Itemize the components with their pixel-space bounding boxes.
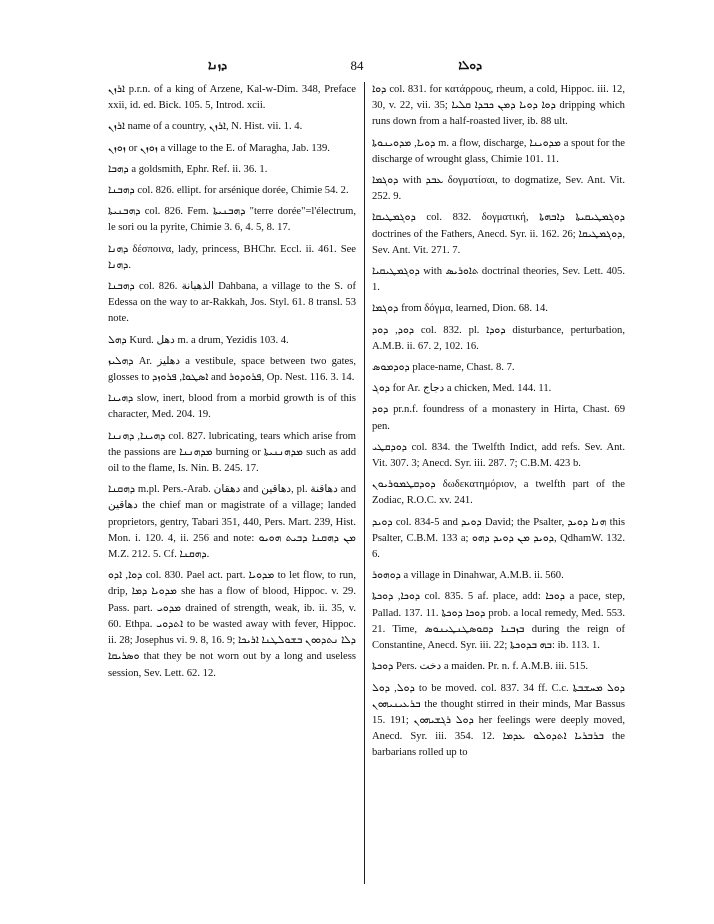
dictionary-entry: ܕܗܝܢܐ slow, inert, blood from a morbid growth is of this character, Med. 204. 19. (108, 393, 356, 421)
dictionary-entry: ܕܘܕ pr.n.f. foundress of a monastery in Hirta, Chast. 69 pen. (372, 404, 625, 432)
dictionary-entry: ܕܘܓܡܐ with ܥܒܕ δογματίσαι, to dogmatize, Sev. Ant. Vit. 252. 9. (372, 175, 625, 203)
dictionary-entry: ܕܗܒܐ a goldsmith, Ephr. Ref. ii. 36. 1. (108, 163, 268, 175)
dictionary-entry: ܐܪܙܢ name of a country, ܐܪܙܢ, N. Hist. vii. 1. 4. (108, 121, 303, 133)
dictionary-entry: ܕܘܐ col. 831. for κατάρρους, rheum, a cold, Hippoc. iii. 12, 30, v. 22, vii. 35; ܕܘܐ ܕܘܝܐ ܕܡܢ ܟܒܕܐ ܩܠܝܐ dripping which runs down from a half-roasted liver, ib. 88 ult. (372, 84, 625, 128)
dictionary-entry: ܕܗܒܢܐ col. 826. الذهبانة Dahbana, a village to the S. of Edessa on the way to ar-Rakkah, Jos. Styl. 61. 8 transl. 53 note. (108, 281, 356, 325)
dictionary-entry: ܕܘܕܩܛܝ col. 834. the Twelfth Indict, add refs. Sev. Ant. Vit. 307. 3; Anecd. Syr. iii. 287. 7; C.B.M. 423 b. (372, 441, 625, 470)
dictionary-entry: ܙܘܙܢ or ܙܘܙܢ a village to the E. of Maragha, Jab. 139. (108, 142, 330, 154)
dictionary-entry: ܕܘܝܐ, ܡܕܘܝܢܘܬܐ m. a flow, discharge, ܡܕܘܝܢܐ a spout for the discharge of wrought glass, Chimie 101. 11. (372, 137, 626, 165)
dictionary-entry: ܕܘܓ for Ar. دجاج a chicken, Med. 144. 11. (372, 383, 552, 395)
dictionary-entry: ܕܘܝܕ col. 834-5 and ܕܘܝܕ David; the Psalter, ܗܢܐ ܕܘܝܕ this Psalter, C.B.M. 133 a; ܕܘܝܕ ܡܢ ܕܘܝܕ ܕܗܘ, QdhamW. 132. 6. (372, 516, 625, 561)
dictionary-entry: ܕܘܕܡܘܣ place-name, Chast. 8. 7. (372, 362, 515, 374)
dictionary-entry: ܕܘܕ, ܕܘܕ col. 832. pl. ܕܘܕܐ disturbance, perturbation, A.M.B. ii. 67. 2, 102. 16. (372, 324, 625, 352)
left-column (108, 82, 356, 687)
dictionary-entry: ܕܗܩܢܐ m.pl. Pers.-Arab. دهقان and دهاقين, pl. دهاقنة and دهاقين the chief man or magistrate of a village; landed proprietors, gentry, Tabari 351, 440, Pers. Mart. 239, Hist. Mon. i. 120. 4, ii. 256 and note: ܡܢ ܕܗܩܢܐ ܕܒܝܬ ܗܘܝܘ M.Z. 212. 5. Cf. ܕܗܩܢܐ. (108, 484, 357, 561)
dictionary-entry: ܐܪܙܢ p.r.n. of a king of Arzene, Kal-w-Dim. 348, Preface xxii, id. ed. Bick. 105. 5, Introd. xcii. (108, 84, 356, 112)
page-number: 84 (350, 58, 364, 73)
dictionary-entry: ܕܗܢܐ δέσποινα, lady, princess, BHChr. Eccl. ii. 461. See ܕܗܢܐ. (108, 243, 356, 271)
column-divider (364, 82, 365, 884)
running-head-right: ܕܘܠܐ (458, 58, 482, 72)
dictionary-entry: ܕܘܗܘܪ a village in Dinahwar, A.M.B. ii. 560. (372, 570, 564, 582)
running-head-left: ܕܙܢܐ (208, 58, 228, 72)
dictionary-entry: ܕܘܐ, ܐܕܘ col. 830. Pael act. part. ܡܕܘܝܐ to let flow, to run, drip, ܡܕܘܝܐ ܕܡܐ she has a flow of blood, Hippoc. v. 29. Pass. part. ܡܕܘܝ drained of strength, weak, ib. ii. 35, v. 60. Ethpa. ܐܬܕܘܝ to be wasted away with fever, Hippoc. ii. 28; Josephus vi. 9. 8, 16. 9; ܕܠܐ ܢܬܕܘܘܢ ܒܫܘܠܛܢܐ ܐܪܝܟܐ ܘܣܪܝܩܐ that they be not worn out by a long and useless session, Sev. Lett. 62. 12. (108, 570, 357, 679)
dictionary-entry: ܕܗܒܢܐ col. 826. ellipt. for arsénique dorée, Chimie 54. 2. (108, 185, 349, 197)
dictionary-entry: ܕܘܟܐ, ܕܘܟܬܐ col. 835. 5 af. place, add: ܕܘܟܐ a pace, step, Pallad. 137. 11. ܕܘܟܐ ܕܘܟܬܐ prob. a local remedy, Med. 553. 21. Time, ܒܙܒܢܐ ܕܩܘܣܛܢܛܝܢܘܣ during the reign of Constantine, Anecd. Syr. iii. 22; ܒܗ ܒܕܘܟܬܐ: ib. 113. 1. (372, 591, 625, 652)
right-column (372, 82, 625, 767)
dictionary-entry: ܕܘܓܡܐ from δόγμα, learned, Dion. 68. 14. (372, 303, 548, 315)
dictionary-entry: ܕܘܓܡܛܝܩܐ col. 832. δογματική, ܕܘܓܡܛܝܩܝܬܐ ܕܐܒܗܬܐ doctrines of the Fathers, Anecd. Syr. ii. 162. 26; ܕܘܓܡܛܝܩܐ, Sev. Ant. Vit. 271. 7. (372, 212, 626, 256)
dictionary-entry: ܕܗܠ Kurd. دهل m. a drum, Yezidis 103. 4. (108, 334, 289, 346)
dictionary-entry: ܕܘܓܡܛܝܩܝܐ with ܬܐܘܪܝܣ doctrinal theories, Sev. Lett. 405. 1. (372, 266, 625, 294)
dictionary-entry: ܕܘܕܩܛܡܘܪܝܘܢ δωδεκατημόριον, a twelfth part of the Zodiac, R.O.C. xv. 241. (372, 479, 625, 507)
dictionary-entry: ܕܗܝܢܐ, ܕܗܢܢܐ col. 827. lubricating, tears which arise from the passions are ܡܕܗܢܢܐ burning or ܡܕܗܢܢܝܬܐ such as add oil to the flame, Is. Nin. B. 245. 17. (108, 430, 357, 475)
dictionary-entry: ܕܗܒܢܝܬܐ col. 826. Fem. ܕܗܒܢܝܬܐ "terre dorée"=l'électrum, le sori ou la pyrite, Chimie 3. 6, 4. 5, 8. 17. (108, 206, 356, 234)
dictionary-entry: ܕܘܟܬܐ Pers. دخت a maiden. Pr. n. f. A.M.B. iii. 515. (372, 661, 589, 673)
dictionary-entry: ܕܗܠܝܙ Ar. دهليز a vestibule, space between two gates, glosses to ܐܣܛܘܐ, ܦܪܘܙܕ and ܦܪܘܕܘܪ, Op. Nest. 116. 3. 14. (108, 355, 356, 384)
dictionary-entry: ܕܘܠ, ܕܘܠ to be moved. col. 837. 34 ff. C.c. ܕܘܠ ܡܚܫܒܬܐ ܒܪܥܝܢܝܗܘܢ the thought stirred in their minds, Mar Bassus 15. 191; ܕܘܠ ܪܓܫܝܗܘܢ her feelings were deeply moved, Anecd. Syr. iii. 354. 12. ܒܪܒܪܝܐ ܐܬܕܘܠܘ ܥܕܡܐ the barbarians rolled up to (372, 682, 626, 759)
